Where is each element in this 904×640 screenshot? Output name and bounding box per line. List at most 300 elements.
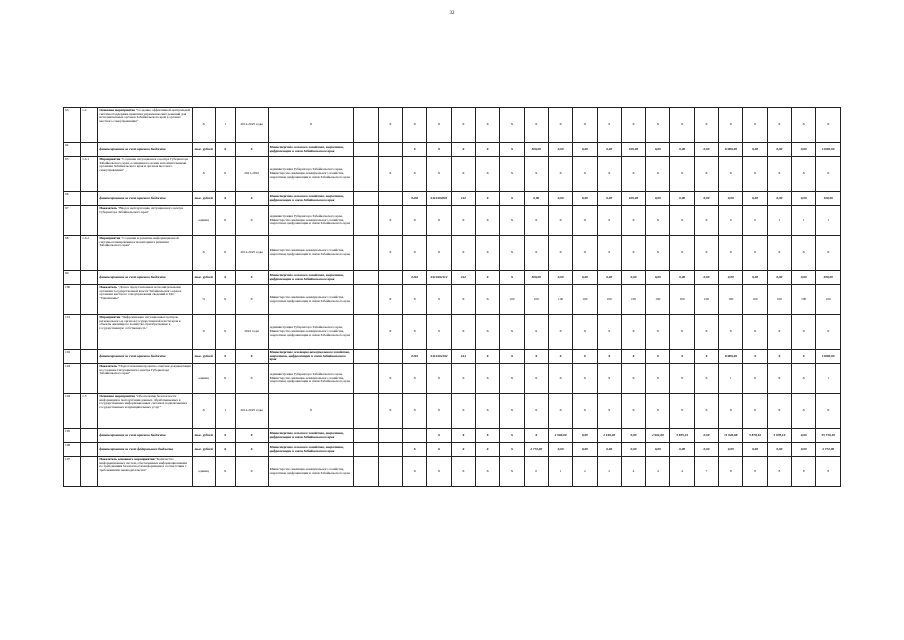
value-cell: X — [597, 394, 621, 429]
value-cell: X — [475, 157, 499, 192]
row-code — [81, 206, 98, 236]
value-cell: 4 961,00 — [646, 429, 670, 443]
value-cell: X — [475, 206, 499, 236]
value-cell: X — [524, 236, 548, 271]
value-cell: 11000,00 — [816, 350, 841, 364]
value-cell: X — [548, 108, 572, 143]
row-title: Основное мероприятие — [99, 393, 135, 398]
value-cell: X — [500, 206, 524, 236]
row-code: 1.4.1 — [81, 157, 98, 192]
value-cell: X — [475, 236, 499, 271]
value-cell: X — [475, 108, 499, 143]
value-cell: X — [378, 157, 402, 192]
value-cell: X — [524, 364, 548, 394]
value-cell: 5 855,19 — [670, 429, 694, 443]
row-title: Показатель — [99, 363, 118, 368]
indicator-cell: X — [215, 143, 235, 157]
value-cell: X — [427, 443, 451, 457]
unit-cell: X — [192, 236, 215, 271]
value-cell: X — [451, 108, 475, 143]
value-cell: X — [719, 394, 743, 429]
value-cell: X — [694, 157, 718, 192]
value-cell: X — [548, 206, 572, 236]
row-code — [81, 143, 98, 157]
indicator-cell: X — [215, 236, 235, 271]
value-cell: 100 — [548, 285, 572, 315]
table-row — [64, 108, 841, 143]
value-cell: X — [548, 315, 572, 350]
value-cell: X — [670, 394, 694, 429]
value-cell: 100 — [743, 285, 767, 315]
responsible-cell: Администрация Губернатора Забайкальского края, Министерство жилищно-коммунального хозяйства, энергетики, цифровизации и связи Забайкальского края — [268, 315, 354, 350]
value-cell: 0,00 — [694, 271, 718, 285]
value-cell: X — [500, 157, 524, 192]
table-row — [64, 315, 841, 350]
value-cell: X — [719, 108, 743, 143]
row-title: Мероприятие — [99, 314, 121, 319]
period-cell: X — [235, 143, 268, 157]
row-title: финансирование за счет краевого бюджета — [99, 195, 166, 200]
value-cell: 5 878,16 — [767, 429, 791, 443]
table-row — [64, 236, 841, 271]
unit-cell: тыс. рублей — [192, 443, 215, 457]
period-cell: 2014-2025 годы — [235, 236, 268, 271]
row-code — [81, 443, 98, 457]
value-cell: 0,00 — [792, 192, 816, 206]
indicator-cell: X — [215, 285, 235, 315]
row-number: 99 — [64, 271, 81, 285]
value-cell: 11000,00 — [719, 350, 743, 364]
value-cell: X — [378, 394, 402, 429]
value-cell: 100 — [500, 285, 524, 315]
value-cell: X — [451, 394, 475, 429]
value-cell: X — [548, 394, 572, 429]
value-cell: 0410404001 — [427, 192, 451, 206]
row-title: финансирование за счет краевого бюджета — [99, 432, 166, 437]
program-table-body — [64, 108, 841, 487]
value-cell: 0410404102 — [427, 350, 451, 364]
value-cell: 0,00 — [767, 443, 791, 457]
unit-cell: тыс. рублей — [192, 429, 215, 443]
value-cell: 0,00 — [767, 271, 791, 285]
value-cell: 0,00 — [670, 143, 694, 157]
responsible-cell: Министерство жилищно-коммунального хозяйства, энергетики, цифровизации и связи Забайкальского края — [268, 350, 354, 364]
row-description — [98, 108, 192, 143]
table-row — [64, 394, 841, 429]
value-cell: X — [475, 429, 499, 443]
value-cell: 0,00 — [548, 443, 572, 457]
value-cell: X — [597, 236, 621, 271]
row-description — [98, 394, 192, 429]
value-cell: X — [475, 457, 499, 487]
value-cell: 8 — [767, 457, 791, 487]
value-cell — [354, 108, 378, 143]
unit-cell: единиц — [192, 364, 215, 394]
unit-cell: X — [192, 157, 215, 192]
value-cell: X — [743, 350, 767, 364]
value-cell: 0,00 — [792, 143, 816, 157]
value-cell: X — [597, 206, 621, 236]
row-code: 1.5 — [81, 394, 98, 429]
value-cell: 0,00 — [621, 429, 645, 443]
value-cell: 0,00 — [694, 429, 718, 443]
value-cell: 0,00 — [719, 271, 743, 285]
row-number: 101 — [64, 315, 81, 350]
value-cell: X — [427, 394, 451, 429]
value-cell: X — [792, 236, 816, 271]
value-cell: X — [816, 394, 841, 429]
value-cell: 0,00 — [719, 192, 743, 206]
value-cell: X — [500, 350, 524, 364]
period-cell: X — [235, 192, 268, 206]
row-description — [98, 457, 192, 487]
value-cell: X — [621, 236, 645, 271]
row-description — [98, 364, 192, 394]
value-cell: 0,00 — [548, 192, 572, 206]
value-cell: X — [427, 429, 451, 443]
row-number: 107 — [64, 457, 81, 487]
value-cell: X — [500, 143, 524, 157]
value-cell: X — [548, 157, 572, 192]
period-cell: X — [235, 206, 268, 236]
value-cell — [378, 143, 402, 157]
row-title: Мероприятие — [99, 235, 121, 240]
value-cell: X — [573, 108, 597, 143]
unit-cell: тыс. рублей — [192, 192, 215, 206]
value-cell: X — [403, 364, 427, 394]
value-cell: X — [694, 206, 718, 236]
value-cell: 35 710,20 — [816, 429, 841, 443]
value-cell: X — [792, 315, 816, 350]
row-number: 104 — [64, 394, 81, 429]
value-cell: 0,00 — [646, 143, 670, 157]
responsible-cell: Министерство сельского хозяйства, энергетики, цифровизации и связи Забайкальского края — [268, 192, 354, 206]
value-cell: X — [743, 315, 767, 350]
unit-cell: X — [192, 108, 215, 143]
responsible-cell: Администрация Губернатора Забайкальского края, Министерство жилищно-коммунального хозяйства, энергетики, цифровизации и связи Забайкальского края — [268, 364, 354, 394]
value-cell: X — [621, 364, 645, 394]
value-cell: X — [719, 157, 743, 192]
row-code — [81, 285, 98, 315]
value-cell: X — [524, 429, 548, 443]
value-cell: 0430 — [403, 192, 427, 206]
indicator-cell: X — [215, 364, 235, 394]
value-cell — [354, 394, 378, 429]
value-cell: 0 — [524, 457, 548, 487]
value-cell: X — [646, 206, 670, 236]
value-cell: X — [427, 108, 451, 143]
value-cell: 100 — [621, 285, 645, 315]
indicator-cell: X — [215, 443, 235, 457]
value-cell: 0,00 — [621, 271, 645, 285]
unit-cell: X — [192, 394, 215, 429]
value-cell: 0,00 — [694, 443, 718, 457]
value-cell — [354, 443, 378, 457]
value-cell: 11 926,88 — [719, 429, 743, 443]
row-description — [98, 236, 192, 271]
row-description — [98, 192, 192, 206]
value-cell: X — [743, 108, 767, 143]
period-cell: 2014-2025 годы — [235, 108, 268, 143]
indicator-cell: X — [215, 350, 235, 364]
value-cell: X — [500, 394, 524, 429]
row-code: 1.4.2 — [81, 236, 98, 271]
responsible-cell: Министерство сельского хозяйства, энергетики, цифровизации и связи Забайкальского края — [268, 143, 354, 157]
value-cell: X — [403, 108, 427, 143]
value-cell: 100 — [646, 285, 670, 315]
value-cell: X — [378, 236, 402, 271]
row-number: 95 — [64, 157, 81, 192]
unit-cell: тыс. рублей — [192, 143, 215, 157]
table-row — [64, 157, 841, 192]
value-cell: 2 900,00 — [548, 429, 572, 443]
value-cell: X — [573, 350, 597, 364]
period-cell: X — [235, 271, 268, 285]
row-title: финансирование за счет федерального бюджета — [99, 446, 174, 451]
value-cell — [354, 206, 378, 236]
responsible-cell: Министерство сельского хозяйства, энергетики, цифровизации и связи Забайкальского края — [268, 443, 354, 457]
value-cell: X — [743, 236, 767, 271]
value-cell: X — [670, 350, 694, 364]
value-cell: 100 — [670, 285, 694, 315]
value-cell: X — [767, 236, 791, 271]
value-cell: X — [524, 108, 548, 143]
value-cell: X — [597, 157, 621, 192]
value-cell — [354, 315, 378, 350]
period-cell: X — [235, 350, 268, 364]
value-cell: X — [500, 315, 524, 350]
row-number: 102 — [64, 350, 81, 364]
value-cell: 0,00 — [573, 271, 597, 285]
row-title: финансирование за счет краевого бюджета — [99, 274, 166, 279]
value-cell: X — [573, 157, 597, 192]
value-cell: 100 — [767, 285, 791, 315]
value-cell: X — [621, 157, 645, 192]
value-cell: X — [403, 206, 427, 236]
value-cell: X — [475, 364, 499, 394]
value-cell: 2 772,00 — [524, 443, 548, 457]
value-cell: 242 — [451, 192, 475, 206]
value-cell: X — [767, 364, 791, 394]
indicator-cell: X — [215, 206, 235, 236]
value-cell: X — [427, 236, 451, 271]
value-cell: 5 878,16 — [743, 429, 767, 443]
row-number: 93 — [64, 108, 81, 143]
value-cell: 300,00 — [524, 271, 548, 285]
value-cell: X — [524, 157, 548, 192]
period-cell: 2014-2025 годы — [235, 394, 268, 429]
value-cell: X — [427, 206, 451, 236]
value-cell: X — [451, 443, 475, 457]
responsible-cell: X — [268, 108, 354, 143]
row-title: Мероприятие — [99, 156, 121, 161]
value-cell: X — [451, 285, 475, 315]
value-cell: 0,00 — [573, 429, 597, 443]
value-cell: X — [403, 443, 427, 457]
value-cell: X — [451, 315, 475, 350]
value-cell: X — [451, 143, 475, 157]
row-description — [98, 157, 192, 192]
value-cell: 0410 — [403, 350, 427, 364]
value-cell: X — [816, 236, 841, 271]
value-cell: X — [500, 192, 524, 206]
value-cell: X — [670, 206, 694, 236]
value-cell: X — [451, 457, 475, 487]
value-cell — [378, 429, 402, 443]
row-code — [81, 271, 98, 285]
value-cell: X — [573, 236, 597, 271]
table-row — [64, 192, 841, 206]
value-cell: 0,00 — [792, 443, 816, 457]
value-cell: 1 — [548, 457, 572, 487]
period-cell: 2021-2022 — [235, 157, 268, 192]
row-code: 1.4 — [81, 108, 98, 143]
value-cell: 0,00 — [670, 271, 694, 285]
value-cell: X — [694, 350, 718, 364]
value-cell: 11000,00 — [719, 143, 743, 157]
value-cell: 100 — [719, 285, 743, 315]
value-cell: X — [719, 236, 743, 271]
value-cell: X — [524, 394, 548, 429]
row-text: "Количество информационных систем, обеспеченных информационными по требованиям безопасности информации в соответствии с требованиями законодательства" — [99, 456, 187, 473]
row-code — [81, 457, 98, 487]
unit-cell: единиц — [192, 457, 215, 487]
value-cell: 0,00 — [646, 192, 670, 206]
period-cell: 2022 годы — [235, 315, 268, 350]
unit-cell: единиц — [192, 206, 215, 236]
value-cell: 0,00 — [670, 192, 694, 206]
value-cell: X — [403, 236, 427, 271]
table-row — [64, 206, 841, 236]
value-cell: X — [427, 457, 451, 487]
value-cell: 0,00 — [694, 192, 718, 206]
table-row — [64, 429, 841, 443]
value-cell: X — [767, 108, 791, 143]
value-cell: X — [500, 236, 524, 271]
value-cell: 2 — [597, 457, 621, 487]
value-cell: X — [475, 443, 499, 457]
value-cell: X — [475, 143, 499, 157]
value-cell: X — [403, 315, 427, 350]
value-cell: X — [403, 394, 427, 429]
value-cell: X — [427, 157, 451, 192]
value-cell: 0,00 — [573, 192, 597, 206]
value-cell: 300,00 — [816, 271, 841, 285]
value-cell — [354, 271, 378, 285]
value-cell: X — [427, 315, 451, 350]
row-number: 98 — [64, 236, 81, 271]
value-cell: 0,00 — [646, 443, 670, 457]
value-cell: 0,00 — [743, 443, 767, 457]
period-cell: X — [235, 443, 268, 457]
value-cell: 0,00 — [694, 143, 718, 157]
value-cell: X — [792, 394, 816, 429]
row-title: Показатель основного мероприятия — [99, 456, 155, 461]
row-number: 94 — [64, 143, 81, 157]
value-cell: X — [500, 457, 524, 487]
value-cell: X — [621, 350, 645, 364]
row-code — [81, 364, 98, 394]
row-number: 97 — [64, 206, 81, 236]
value-cell: 244 — [451, 350, 475, 364]
value-cell: 100,00 — [621, 192, 645, 206]
row-text: "Создание и развитие информационной системы планирования и мониторинга развития Забайкальского края" — [99, 235, 179, 248]
value-cell: 0,00 — [597, 443, 621, 457]
value-cell — [354, 364, 378, 394]
row-text: "Подготовленная проектно-сметная документация на создание Ситуационного центра Губернатора Забайкальского края" — [99, 363, 191, 376]
responsible-cell: Министерство жилищно-коммунального хозяйства, энергетики, цифровизации и связи Забайкальского края — [268, 236, 354, 271]
program-table — [63, 107, 841, 487]
value-cell: 242 — [451, 271, 475, 285]
value-cell: X — [500, 271, 524, 285]
row-text: "Создание ситуационного центра Губернатора Забайкальского края, оснащенного всеми исполнительными органами Забайкальского края и органов местного самоуправления" — [99, 156, 189, 173]
value-cell: X — [719, 315, 743, 350]
value-cell: 11000,00 — [816, 143, 841, 157]
value-cell: X — [451, 364, 475, 394]
row-text: "Цифровизация ситуационных центров регионального и органов государственной власти края в объекты жилищного хозяйства, приобретаемые в государственную собственность" — [99, 314, 181, 331]
value-cell: 0,00 — [792, 271, 816, 285]
responsible-cell: Министерство сельского хозяйства, энергетики, цифровизации и связи Забайкальского края — [268, 429, 354, 443]
row-description — [98, 429, 192, 443]
value-cell: X — [816, 157, 841, 192]
value-cell: 7 — [694, 457, 718, 487]
value-cell: X — [548, 364, 572, 394]
value-cell: X — [427, 285, 451, 315]
value-cell: X — [403, 285, 427, 315]
value-cell: X — [816, 108, 841, 143]
indicator-cell: X — [215, 457, 235, 487]
value-cell: X — [573, 206, 597, 236]
value-cell: X — [378, 285, 402, 315]
period-cell: X — [235, 457, 268, 487]
indicator-cell: X — [215, 271, 235, 285]
value-cell: 0,00 — [597, 192, 621, 206]
value-cell: X — [597, 108, 621, 143]
value-cell — [403, 429, 427, 443]
value-cell: 1 — [792, 206, 816, 236]
row-code — [81, 429, 98, 443]
value-cell: X — [621, 394, 645, 429]
value-cell: 0,00 — [548, 143, 572, 157]
value-cell: X — [378, 364, 402, 394]
value-cell: 8 — [816, 457, 841, 487]
indicator-cell: X — [215, 315, 235, 350]
value-cell: X — [500, 364, 524, 394]
row-description — [98, 315, 192, 350]
value-cell: X — [427, 364, 451, 394]
value-cell: X — [767, 315, 791, 350]
value-cell — [378, 457, 402, 487]
row-title: финансирование за счет краевого бюджета — [99, 353, 166, 358]
value-cell: X — [694, 394, 718, 429]
value-cell: 300,00 — [524, 143, 548, 157]
value-cell: 0,00 — [573, 143, 597, 157]
row-number: 100 — [64, 285, 81, 315]
row-title: Показатель — [99, 205, 118, 210]
row-description — [98, 443, 192, 457]
value-cell: 1 — [767, 206, 791, 236]
value-cell: X — [475, 350, 499, 364]
value-cell: X — [670, 364, 694, 394]
value-cell: X — [403, 143, 427, 157]
value-cell — [354, 143, 378, 157]
value-cell: 0,00 — [597, 143, 621, 157]
value-cell — [354, 457, 378, 487]
value-cell: 1 — [816, 206, 841, 236]
value-cell: X — [670, 236, 694, 271]
value-cell — [378, 443, 402, 457]
value-cell: X — [378, 315, 402, 350]
